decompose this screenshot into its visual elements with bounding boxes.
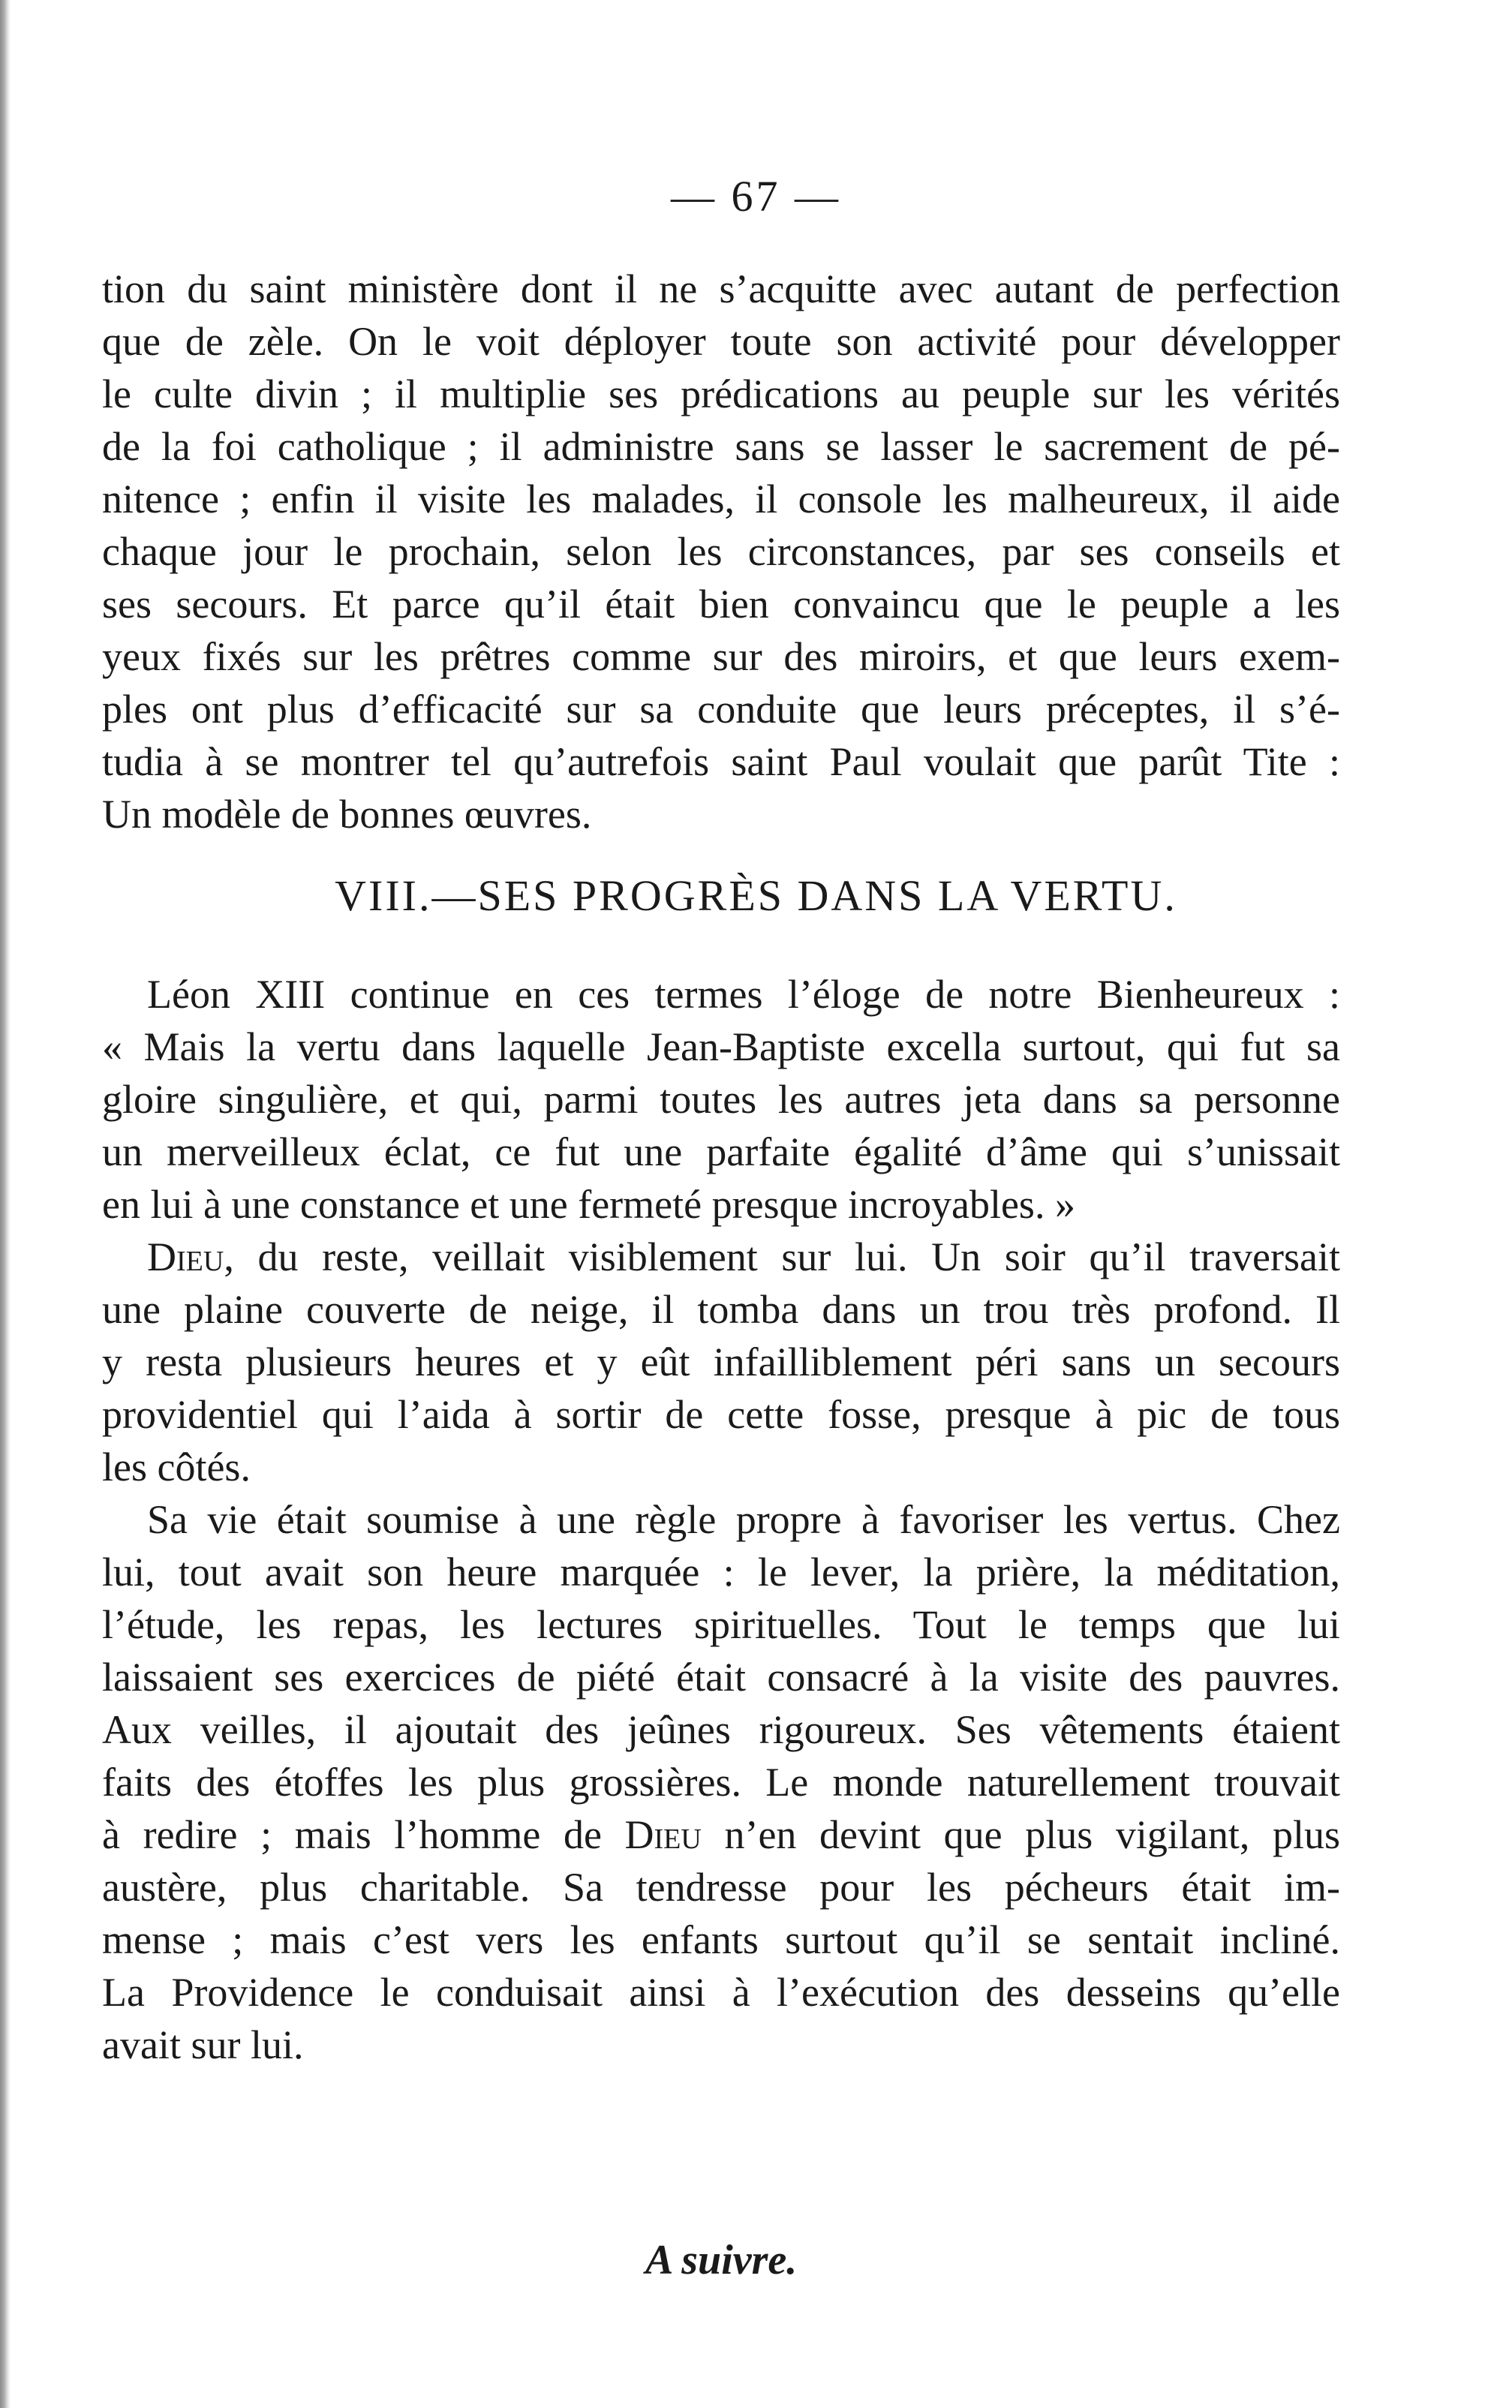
text-line: l’étude, les repas, les lectures spirituelles. Tout le temps que lui xyxy=(102,1602,1340,1647)
text-line: nitence ; enfin il visite les malades, il console les malheureux, il aide xyxy=(102,476,1340,522)
text-line: le culte divin ; il multiplie ses prédications au peuple sur les vérités xyxy=(102,371,1340,416)
text-line xyxy=(102,1231,1340,1283)
text-line: Léon XIII continue en ces termes l’éloge de notre Bienheureux : xyxy=(147,972,1340,1017)
text-line: Un modèle de bonnes œuvres. xyxy=(102,792,592,837)
paragraph-rule-of-life xyxy=(102,1493,1340,2071)
text-line: laissaient ses exercices de piété était consacré à la visite des pauvres. xyxy=(102,1655,1340,1700)
text-line: en lui à une constance et une fermeté presque incroyables. » xyxy=(102,1182,1075,1227)
text-line: tion du saint ministère dont il ne s’acquitte avec autant de perfection xyxy=(102,266,1340,311)
text-line: ses secours. Et parce qu’il était bien convaincu que le peuple a les xyxy=(102,582,1340,627)
text-fragment: à redire ; mais l’homme de xyxy=(102,1812,625,1857)
text-line: yeux fixés sur les prêtres comme sur des miroirs, et que leurs exem- xyxy=(102,634,1340,679)
text-line: les côtés. xyxy=(102,1444,251,1490)
text-line: ples ont plus d’efficacité sur sa conduite que leurs préceptes, il s’é- xyxy=(102,687,1340,732)
text-line: providentiel qui l’aida à sortir de cette fosse, presque à pic de tous xyxy=(102,1392,1340,1437)
text-line: tudia à se montrer tel qu’autrefois saint Paul voulait que parût Tite : xyxy=(102,739,1340,784)
text-line: lui, tout avait son heure marquée : le lever, la prière, la méditation, xyxy=(102,1550,1340,1595)
page-binding-edge xyxy=(0,0,11,2408)
text-line: Aux veilles, il ajoutait des jeûnes rigoureux. Ses vêtements étaient xyxy=(102,1707,1340,1752)
dieu-word: Dieu xyxy=(147,1234,224,1279)
text-line xyxy=(102,1808,1340,1861)
paragraph-ministry xyxy=(102,263,1340,840)
text-line: austère, plus charitable. Sa tendresse pour les pécheurs était im- xyxy=(102,1865,1340,1910)
section-heading: VIII.—SES PROGRÈS DANS LA VERTU. xyxy=(335,871,1177,920)
text-line: y resta plusieurs heures et y eût infailliblement péri sans un secours xyxy=(102,1339,1340,1384)
text-fragment: , du reste, veillait visiblement sur lui. Un soir qu’il traversait xyxy=(224,1234,1340,1279)
text-line: un merveilleux éclat, ce fut une parfaite égalité d’âme qui s’unissait xyxy=(102,1129,1340,1174)
text-fragment: n’en devint que plus vigilant, plus xyxy=(701,1812,1340,1857)
text-line: de la foi catholique ; il administre sans se lasser le sacrement de pé- xyxy=(102,424,1340,469)
paragraph-virtue xyxy=(102,968,1340,1493)
to-be-continued: A suivre. xyxy=(645,2237,798,2283)
text-line: « Mais la vertu dans laquelle Jean-Baptiste excella surtout, qui fut sa xyxy=(102,1024,1340,1069)
text-line: mense ; mais c’est vers les enfants surtout qu’il se sentait incliné. xyxy=(102,1917,1340,1962)
text-line: gloire singulière, et qui, parmi toutes les autres jeta dans sa personne xyxy=(102,1077,1340,1122)
text-line: Sa vie était soumise à une règle propre à favoriser les vertus. Chez xyxy=(147,1497,1340,1542)
dieu-word: Dieu xyxy=(624,1812,702,1857)
text-line: chaque jour le prochain, selon les circonstances, par ses conseils et xyxy=(102,529,1340,574)
text-line: faits des étoffes les plus grossières. Le monde naturellement trouvait xyxy=(102,1760,1340,1805)
text-line: que de zèle. On le voit déployer toute son activité pour développer xyxy=(102,319,1340,364)
text-line: La Providence le conduisait ainsi à l’exécution des desseins qu’elle xyxy=(102,1970,1340,2015)
text-line: une plaine couverte de neige, il tomba dans un trou très profond. Il xyxy=(102,1287,1340,1332)
text-line: avait sur lui. xyxy=(102,2022,304,2067)
page-number: — 67 — xyxy=(671,172,841,221)
